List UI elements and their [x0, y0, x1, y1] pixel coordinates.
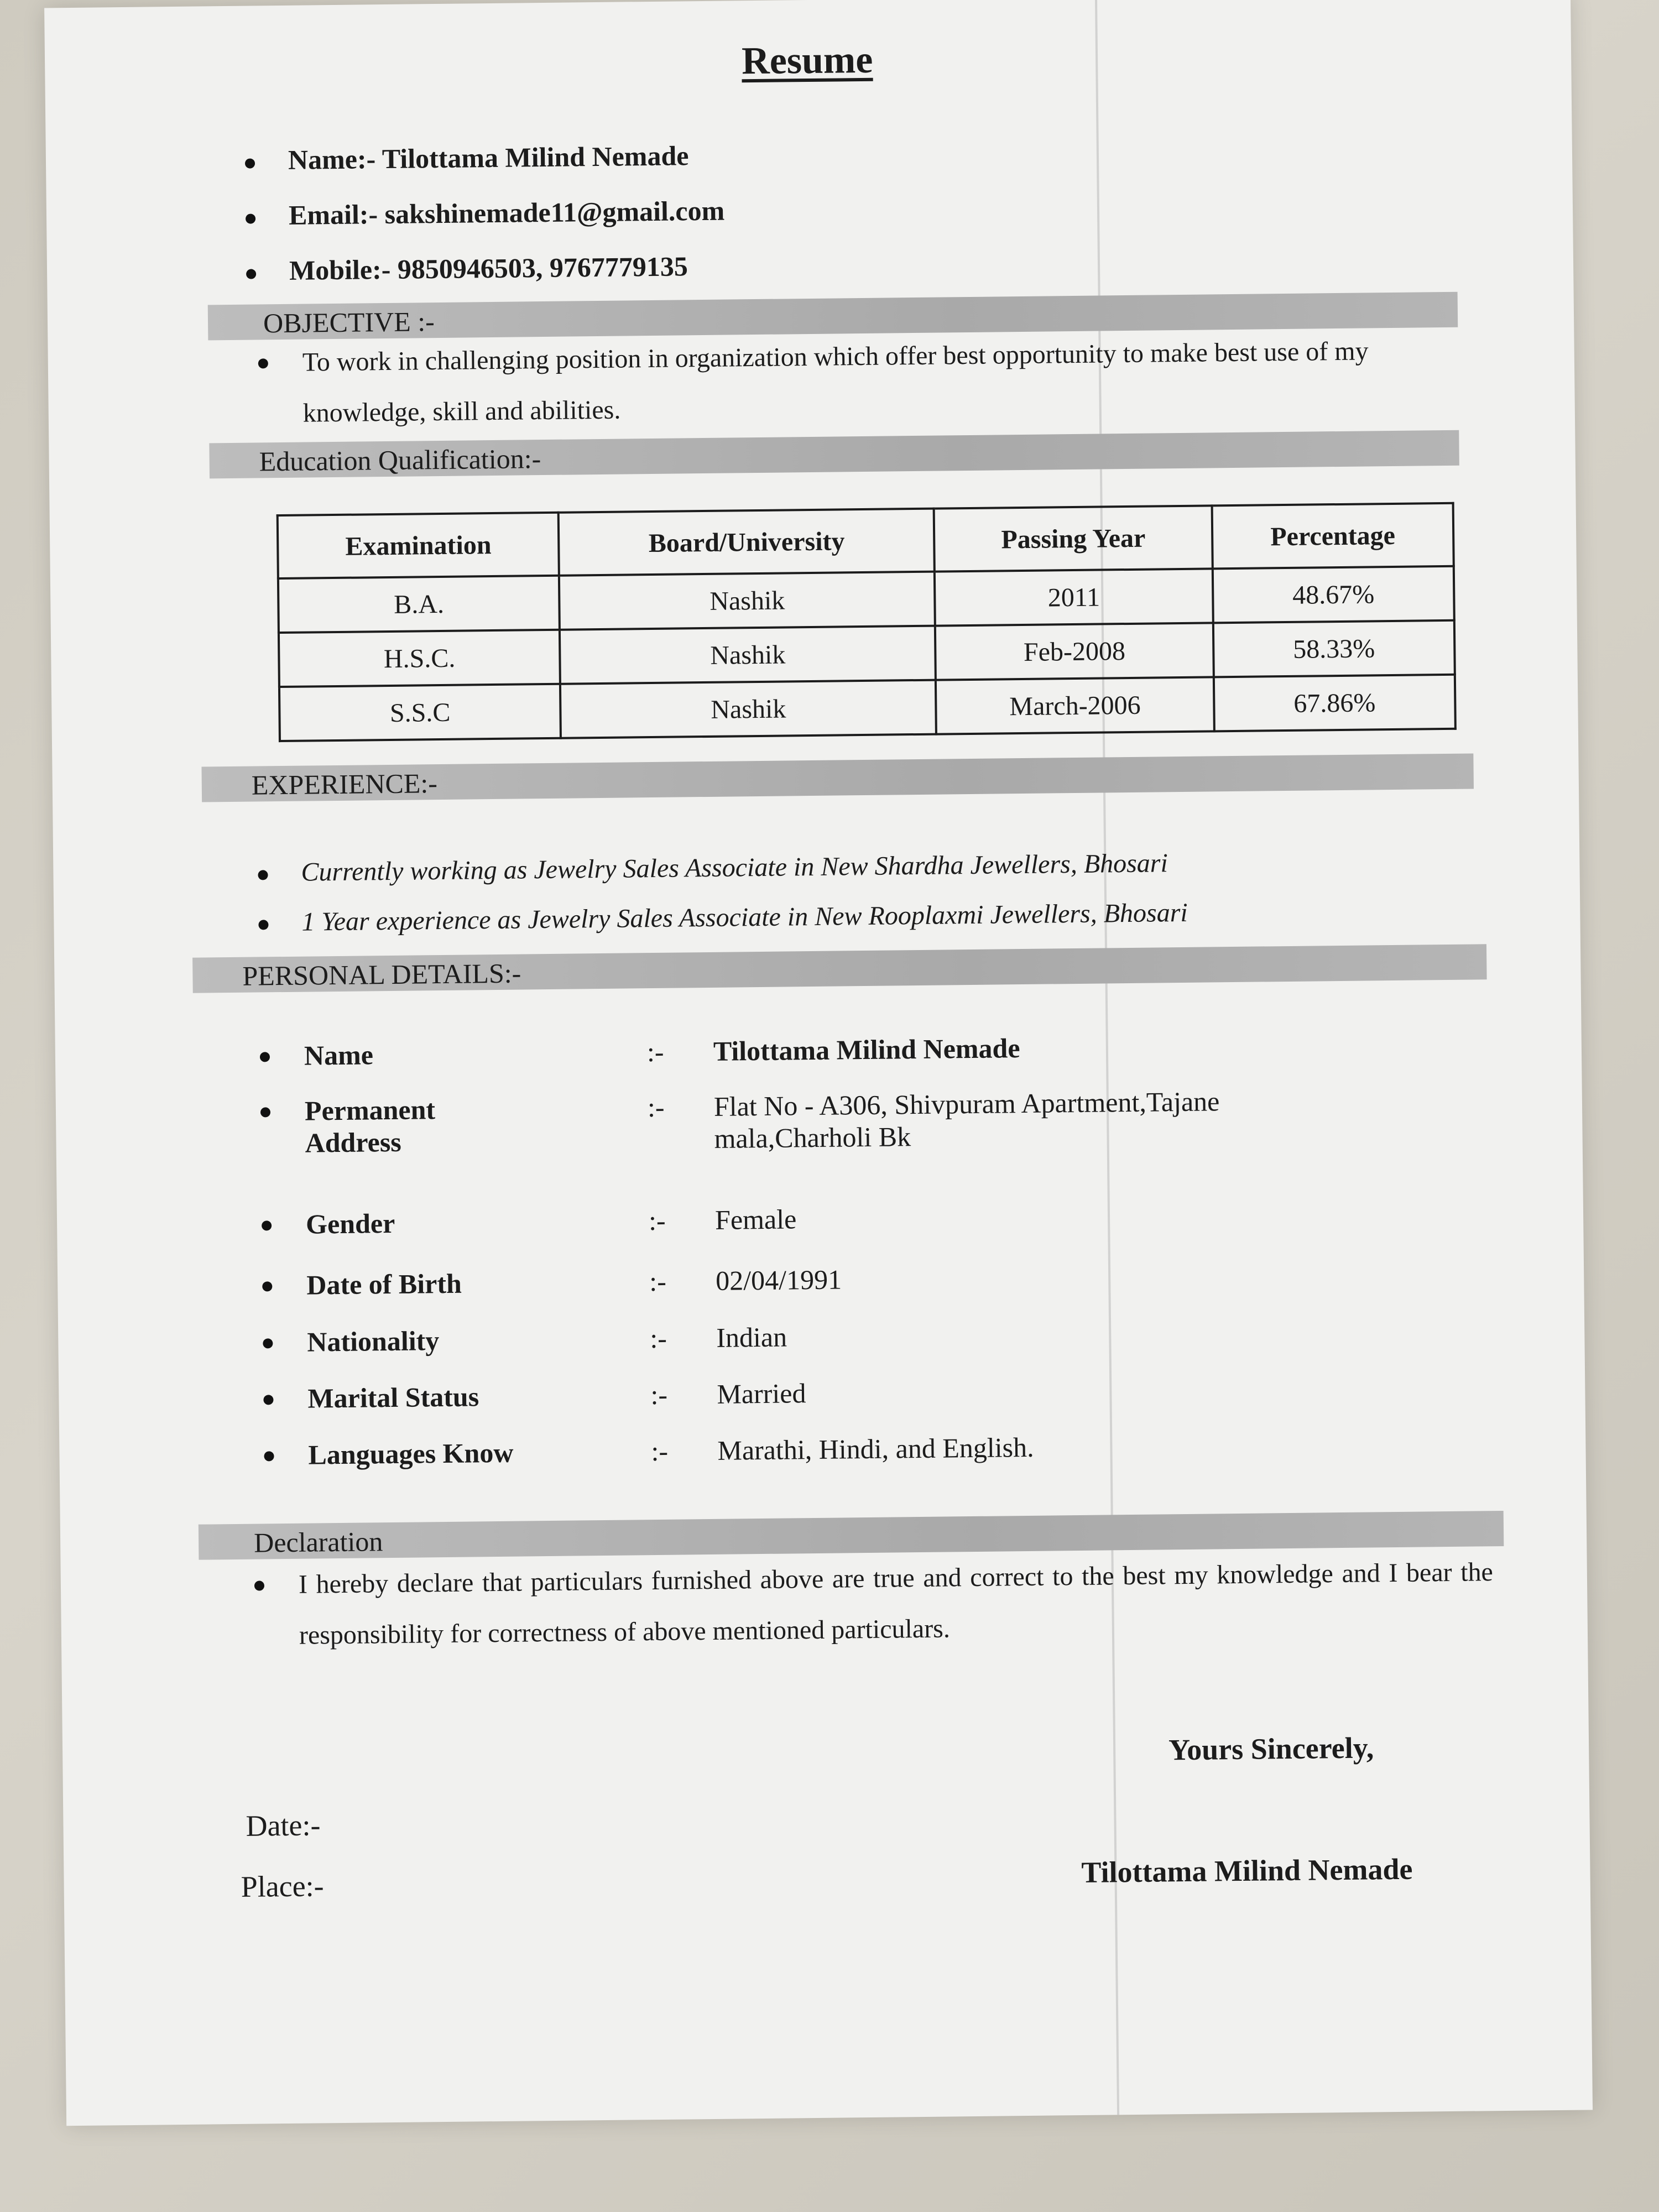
bullet-icon — [260, 1107, 270, 1117]
personal-row-nationality: Nationality :- Indian — [263, 1313, 1479, 1326]
table-cell: Nashik — [559, 572, 935, 630]
experience-heading: EXPERIENCE:- — [251, 768, 438, 801]
personal-row-name: Name :- Tilottama Milind Nemade — [260, 1027, 1477, 1040]
objective-heading: OBJECTIVE :- — [263, 306, 435, 339]
bullet-icon — [258, 920, 268, 930]
date-label: Date:- — [246, 1808, 321, 1843]
table-cell: Nashik — [560, 626, 936, 684]
bullet-icon — [262, 1220, 272, 1230]
table-cell: H.S.C. — [279, 630, 560, 687]
table-header-row — [278, 503, 1454, 578]
declaration-text: I hereby declare that particulars furnished above are true and correct to the best my knowledge and I bear the responsibility for correctness of above mentioned particulars. — [254, 1547, 1494, 1661]
contact-name: Name:- Tilottama Milind Nemade — [245, 139, 689, 176]
personal-row-gender: Gender :- Female — [262, 1196, 1478, 1208]
col-header: Percentage — [1212, 503, 1453, 569]
table-cell: March-2006 — [936, 677, 1214, 734]
contact-email: Email:- sakshinemade11@gmail.com — [246, 195, 725, 232]
yours-sincerely: Yours Sincerely, — [1168, 1731, 1374, 1767]
table-row — [279, 675, 1455, 741]
objective-text: To work in challenging position in organization which offer best opportunity to make best use of my knowledge, skill and abilities. — [258, 325, 1459, 440]
contact-mobile: Mobile:- 9850946503, 9767779135 — [246, 250, 688, 286]
personal-row-marital: Marital Status :- Married — [263, 1370, 1480, 1383]
table-cell: 48.67% — [1213, 566, 1454, 623]
table-cell: 67.86% — [1214, 675, 1455, 732]
resume-paper — [44, 0, 1593, 2126]
experience-item: Currently working as Jewelry Sales Associate in New Shardha Jewellers, Bhosari — [258, 848, 1168, 888]
bullet-icon — [260, 1052, 270, 1062]
bullet-icon — [258, 870, 268, 880]
col-header: Examination — [278, 513, 560, 578]
personal-row-dob: Date of Birth :- 02/04/1991 — [262, 1256, 1479, 1269]
place-label: Place:- — [241, 1869, 324, 1903]
personal-row-languages: Languages Know :- Marathi, Hindi, and English. — [264, 1426, 1480, 1439]
table-cell: S.S.C — [279, 684, 561, 741]
signature-name: Tilottama Milind Nemade — [1081, 1852, 1413, 1889]
bullet-icon — [258, 358, 268, 368]
resume-title: Resume — [741, 38, 873, 83]
bullet-icon — [264, 1451, 274, 1461]
table-cell: 2011 — [935, 568, 1213, 625]
bullet-icon — [263, 1338, 273, 1348]
experience-item: 1 Year experience as Jewelry Sales Associate in New Rooplaxmi Jewellers, Bhosari — [258, 898, 1188, 938]
table-cell: 58.33% — [1213, 620, 1455, 677]
education-heading: Education Qualification:- — [259, 443, 541, 477]
col-header: Board/University — [559, 509, 935, 576]
bullet-icon — [263, 1395, 273, 1405]
bullet-icon — [245, 158, 255, 168]
table-cell: B.A. — [278, 576, 560, 633]
bullet-icon — [262, 1281, 272, 1291]
table-cell: Nashik — [560, 680, 936, 738]
personal-heading: PERSONAL DETAILS:- — [242, 957, 521, 992]
bullet-icon — [246, 213, 255, 223]
col-header: Passing Year — [934, 505, 1213, 571]
education-table — [276, 502, 1457, 742]
declaration-heading: Declaration — [253, 1526, 383, 1558]
personal-row-address: Permanent Address :- Flat No - A306, Shivpuram Apartment,Tajane mala,Charholi Bk — [260, 1082, 1477, 1095]
table-cell: Feb-2008 — [935, 623, 1213, 680]
bullet-icon — [246, 269, 256, 279]
bullet-icon — [254, 1580, 264, 1590]
